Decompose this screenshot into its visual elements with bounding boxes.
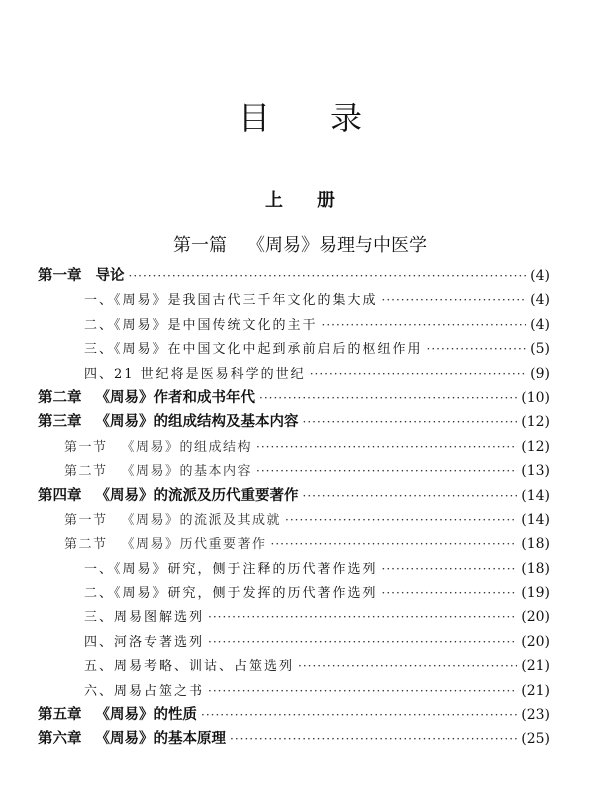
toc-entry-item[interactable]: [38, 581, 550, 605]
toc-entry-item[interactable]: [38, 362, 550, 386]
toc-entry-section[interactable]: [38, 532, 550, 556]
section-number: 第二节: [64, 537, 108, 553]
item-title: 六、周易占筮之书: [84, 683, 205, 699]
section-number: 第一节: [64, 512, 108, 528]
chapter-number: 第四章: [38, 487, 82, 504]
toc-entry-section[interactable]: [38, 459, 550, 483]
dot-leader: [129, 264, 527, 288]
dot-leader: [285, 508, 517, 532]
toc-entry-item[interactable]: [38, 654, 550, 678]
page-number: (12): [521, 414, 550, 431]
page-number: (18): [521, 536, 550, 553]
dot-leader: [303, 410, 518, 434]
dot-leader: [322, 313, 527, 337]
page-number: (14): [521, 511, 550, 528]
item-title: 二、《周易》是中国传统文化的主干: [84, 317, 318, 333]
page-number: (12): [521, 438, 550, 455]
page-number: (20): [521, 633, 550, 650]
dot-leader: [427, 337, 527, 361]
toc-entry-item[interactable]: [38, 313, 550, 337]
page-number: (10): [521, 389, 550, 406]
dot-leader: [382, 557, 518, 581]
chapter-number: 第六章: [38, 731, 82, 748]
page-number: (25): [521, 731, 550, 748]
page-number: (23): [521, 707, 550, 724]
toc-entry-section[interactable]: [38, 435, 550, 459]
toc-entry-item[interactable]: [38, 337, 550, 361]
toc-entry-item[interactable]: [38, 605, 550, 629]
toc-entry-item[interactable]: [38, 557, 550, 581]
page-number: (13): [521, 463, 550, 480]
page-number: (4): [530, 292, 550, 309]
section-title: 《周易》的组成结构: [121, 439, 253, 455]
chapter-title: 《周易》的基本原理: [95, 731, 226, 748]
dot-leader: [303, 484, 518, 508]
part-number: 第一篇: [173, 235, 227, 256]
chapter-title: 《周易》的流派及历代重要著作: [95, 487, 299, 504]
dot-leader: [256, 459, 517, 483]
toc-entry-item[interactable]: [38, 679, 550, 703]
dot-leader: [298, 654, 517, 678]
item-title: 三、周易图解选列: [84, 610, 205, 626]
section-title: 《周易》的基本内容: [121, 464, 253, 480]
item-title: 一、《周易》是我国古代三千年文化的集大成: [84, 293, 378, 309]
section-title: 《周易》历代重要著作: [121, 537, 267, 553]
section-number: 第一节: [64, 439, 108, 455]
page-number: (4): [530, 316, 550, 333]
item-title: 一、《周易》研究，侧于注释的历代著作选列: [84, 561, 378, 577]
toc-entry-chapter[interactable]: [38, 727, 550, 751]
page-number: (18): [521, 560, 550, 577]
dot-leader: [382, 288, 527, 312]
page-number: (14): [521, 487, 550, 504]
item-title: 二、《周易》研究，侧于发挥的历代著作选列: [84, 586, 378, 602]
part-title: 《周易》易理与中医学: [247, 235, 427, 256]
page-number: (19): [521, 585, 550, 602]
chapter-title: 导论: [95, 268, 125, 284]
toc-entry-section[interactable]: [38, 508, 550, 532]
toc-entry-chapter[interactable]: [38, 386, 550, 410]
toc-entry-item[interactable]: [38, 288, 550, 312]
page-title: 目录: [237, 99, 422, 137]
table-of-contents: [38, 264, 550, 752]
dot-leader: [310, 362, 526, 386]
page-number: (20): [521, 609, 550, 626]
section-number: 第二节: [64, 464, 108, 480]
chapter-number: 第二章: [38, 389, 82, 406]
chapter-title: 《周易》的性质: [95, 707, 197, 724]
dot-leader: [208, 630, 517, 654]
item-title: 三、《周易》在中国文化中起到承前启后的枢纽作用: [84, 342, 423, 358]
page-number: (21): [521, 682, 550, 699]
chapter-number: 第五章: [38, 707, 82, 724]
dot-leader: [271, 532, 518, 556]
dot-leader: [256, 435, 517, 459]
page-number: (9): [530, 365, 550, 382]
toc-entry-chapter[interactable]: [38, 703, 550, 727]
dot-leader: [382, 581, 518, 605]
section-title: 《周易》的流派及其成就: [121, 512, 282, 528]
page-number: (4): [530, 268, 550, 284]
toc-entry-chapter[interactable]: [38, 264, 550, 288]
chapter-number: 第一章: [38, 268, 82, 284]
dot-leader: [201, 703, 517, 727]
page-number: (21): [521, 658, 550, 675]
toc-entry-chapter[interactable]: [38, 410, 550, 434]
part-heading: [0, 231, 600, 257]
dot-leader: [208, 605, 517, 629]
dot-leader: [230, 727, 517, 751]
dot-leader: [259, 386, 517, 410]
chapter-number: 第三章: [38, 414, 82, 431]
toc-entry-item[interactable]: [38, 630, 550, 654]
item-title: 四、河洛专著选列: [84, 634, 205, 650]
page-number: (5): [530, 341, 550, 358]
dot-leader: [208, 679, 517, 703]
volume-heading: 上册: [265, 190, 369, 211]
item-title: 五、周易考略、训诂、占筮选列: [84, 659, 295, 675]
chapter-title: 《周易》的组成结构及基本内容: [95, 414, 299, 431]
item-title: 四、21 世纪将是医易科学的世纪: [84, 366, 306, 382]
toc-entry-chapter[interactable]: [38, 484, 550, 508]
chapter-title: 《周易》作者和成书年代: [95, 389, 255, 406]
